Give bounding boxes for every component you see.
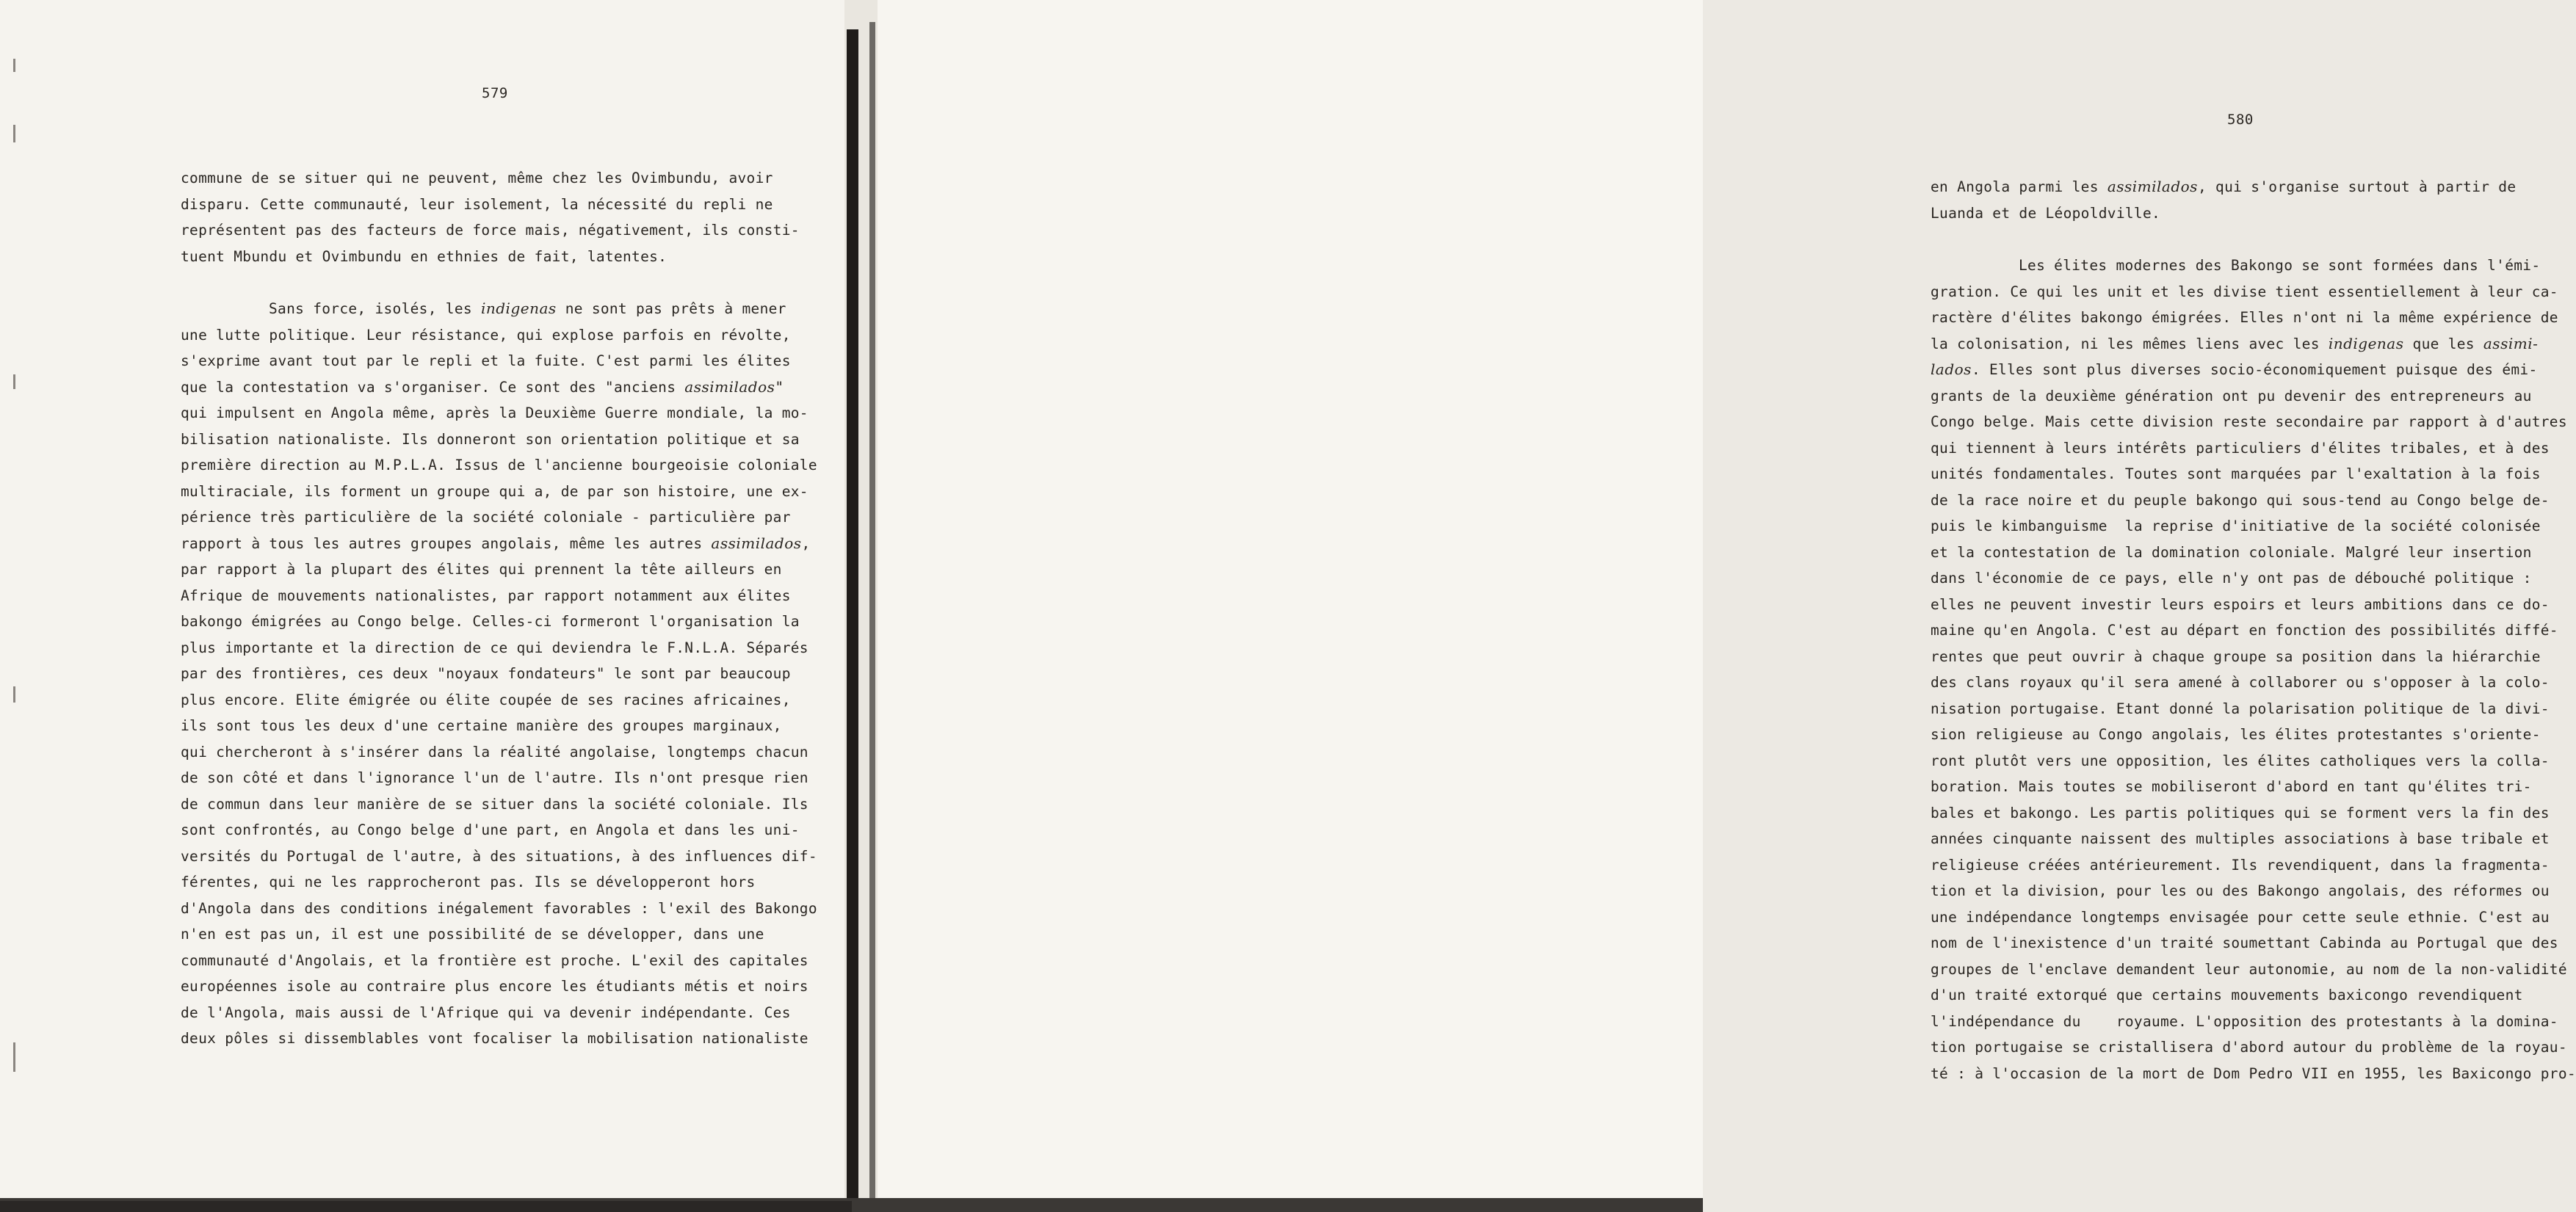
text-line: plus encore. Elite émigrée ou élite coupée de ses racines africaines,: [181, 691, 791, 708]
body-text: [181, 165, 817, 1052]
edge-mark: [13, 686, 15, 703]
text-line: groupes de l'enclave demandent leur autonomie, au nom de la non-validité: [1931, 960, 2567, 978]
edge-mark: [13, 374, 15, 389]
italic-term: indigenas: [480, 300, 557, 317]
edge-mark: [13, 1042, 15, 1072]
text-line: en Angola parmi les assimilados, qui s'organise surtout à partir de: [1931, 178, 2517, 195]
text-line: grants de la deuxième génération ont pu devenir des entrepreneurs au: [1931, 387, 2532, 404]
text-line: des clans royaux qu'il sera amené à collaborer ou s'opposer à la colo-: [1931, 674, 2550, 691]
text-line: première direction au M.P.L.A. Issus de l'ancienne bourgeoisie coloniale: [181, 457, 817, 473]
right-page: [878, 0, 2576, 1212]
italic-term: assimilados: [711, 534, 802, 552]
text-line: par rapport à la plupart des élites qui prennent la tête ailleurs en: [181, 561, 782, 578]
text-line: bales et bakongo. Les partis politiques qui se forment vers la fin des: [1931, 804, 2550, 821]
left-page: [0, 0, 844, 1212]
text-line: maine qu'en Angola. C'est au départ en fonction des possibilités diffé-: [1931, 622, 2558, 639]
text-line: deux pôles si dissemblables vont focaliser la mobilisation nationaliste: [181, 1030, 808, 1047]
text-line: té : à l'occasion de la mort de Dom Pedro VII en 1955, les Baxicongo pro-: [1931, 1064, 2576, 1082]
text-line: ront plutôt vers une opposition, les élites catholiques vers la colla-: [1931, 752, 2550, 769]
text-line: tion portugaise se cristallisera d'abord autour du problème de la royau-: [1931, 1039, 2567, 1056]
text-line: que la contestation va s'organiser. Ce sont des "anciens assimilados": [181, 377, 784, 396]
text-line: elles ne peuvent investir leurs espoirs et leurs ambitions dans ce do-: [1931, 595, 2550, 613]
text-line: s'exprime avant tout par le repli et la fuite. C'est parmi les élites: [181, 352, 791, 369]
text-line: nom de l'inexistence d'un traité soumettant Cabinda au Portugal que des: [1931, 935, 2558, 951]
italic-term: assimilados: [684, 377, 775, 396]
paragraph: [181, 165, 812, 269]
text-line: représentent pas des facteurs de force mais, négativement, ils consti-: [181, 222, 800, 239]
text-line: périence très particulière de la société coloniale - particulière par: [181, 509, 791, 526]
text-line: qui chercheront à s'insérer dans la réalité angolaise, longtemps chacun: [181, 743, 808, 761]
text-line: tion et la division, pour les ou des Bakongo angolais, des réformes ou: [1931, 882, 2550, 899]
edge-mark: [13, 59, 15, 72]
text-line: puis le kimbanguisme la reprise d'initiative de la société colonisée: [1931, 518, 2541, 534]
text-line: bakongo émigrées au Congo belge. Celles-ci formeront l'organisation la: [181, 613, 800, 630]
text-line: multiraciale, ils forment un groupe qui a, de par son histoire, une ex-: [181, 482, 808, 500]
text-line: sion religieuse au Congo angolais, les élites protestantes s'oriente-: [1931, 726, 2541, 743]
text-line: religieuse créées antérieurement. Ils revendiquent, dans la fragmenta-: [1931, 856, 2550, 874]
text-line: une lutte politique. Leur résistance, qui explose parfois en révolte,: [181, 326, 791, 344]
edge-mark: [13, 125, 15, 142]
text-line: ractère d'élites bakongo émigrées. Elles n'ont ni la même expérience de: [1931, 309, 2558, 326]
paragraph-gap: [181, 269, 812, 296]
text-line: Afrique de mouvements nationalistes, par rapport notamment aux élites: [181, 587, 791, 604]
text-line: commune de se situer qui ne peuvent, même chez les Ovimbundu, avoir: [181, 170, 773, 186]
book-spine: [847, 29, 858, 1212]
text-line: sont confrontés, au Congo belge d'une part, en Angola et dans les uni-: [181, 821, 800, 838]
scan-bottom-edge-left: [0, 1201, 852, 1212]
text-line: bilisation nationaliste. Ils donneront son orientation politique et sa: [181, 430, 800, 448]
italic-term: indigenas: [2328, 334, 2404, 352]
paragraph-gap: [1931, 226, 2562, 253]
text-line: et la contestation de la domination coloniale. Malgré leur insertion: [1931, 543, 2532, 561]
text-line: années cinquante naissent des multiples associations à base tribale et: [1931, 830, 2550, 847]
page-number: 580: [2227, 112, 2254, 128]
spine-shadow: [869, 22, 875, 1212]
text-line: européennes isole au contraire plus encore les étudiants métis et noirs: [181, 978, 808, 995]
text-line: d'un traité extorqué que certains mouvements baxicongo revendiquent: [1931, 987, 2523, 1004]
text-line: dans l'économie de ce pays, elle n'y ont pas de débouché politique :: [1931, 570, 2532, 587]
text-line: tuent Mbundu et Ovimbundu en ethnies de fait, latentes.: [181, 247, 667, 265]
text-line: gration. Ce qui les unit et les divise tient essentiellement à leur ca-: [1931, 283, 2558, 300]
text-line: d'Angola dans des conditions inégalement favorables : l'exil des Bakongo: [181, 899, 817, 917]
paragraph: [181, 296, 817, 1052]
text-line: rapport à tous les autres groupes angolais, même les autres assimilados,: [181, 534, 811, 552]
text-line: boration. Mais toutes se mobiliseront d'abord en tant qu'élites tri-: [1931, 778, 2532, 795]
text-line: n'en est pas un, il est une possibilité de se développer, dans une: [181, 926, 764, 943]
text-line: qui tiennent à leurs intérêts particuliers d'élites tribales, et à des: [1931, 439, 2550, 457]
body-text: [1931, 174, 2576, 1086]
text-line: nisation portugaise. Etant donné la polarisation politique de la divi-: [1931, 700, 2550, 717]
text-line: disparu. Cette communauté, leur isolement, la nécessité du repli ne: [181, 195, 773, 213]
text-line: l'indépendance du royaume. L'opposition des protestants à la domina-: [1931, 1012, 2558, 1030]
paragraph: [1931, 174, 2562, 226]
text-line: de la race noire et du peuple bakongo qui sous-tend au Congo belge de-: [1931, 491, 2550, 509]
text-line: plus importante et la direction de ce qui deviendra le F.N.L.A. Séparés: [181, 639, 808, 656]
text-line: la colonisation, ni les mêmes liens avec les indigenas que les assimi-: [1931, 334, 2539, 352]
italic-term: assimilados: [2107, 178, 2198, 195]
text-line: de l'Angola, mais aussi de l'Afrique qui va devenir indépendante. Ces: [181, 1004, 791, 1021]
text-line: ils sont tous les deux d'une certaine manière des groupes marginaux,: [181, 717, 782, 734]
text-line: Congo belge. Mais cette division reste secondaire par rapport à d'autres: [1931, 413, 2567, 430]
italic-term: lados: [1931, 360, 1972, 378]
text-line: de commun dans leur manière de se situer dans la société coloniale. Ils: [181, 795, 808, 813]
text-line: unités fondamentales. Toutes sont marquées par l'exaltation à la fois: [1931, 465, 2541, 482]
text-line: férentes, qui ne les rapprocheront pas. Ils se développeront hors: [181, 874, 756, 890]
text-line: de son côté et dans l'ignorance l'un de l'autre. Ils n'ont presque rien: [181, 769, 808, 786]
italic-term: assimi-: [2483, 334, 2539, 352]
text-line: Sans force, isolés, les indigenas ne sont pas prêts à mener: [269, 300, 786, 317]
page-number: 579: [482, 85, 508, 101]
text-line: Les élites modernes des Bakongo se sont formées dans l'émi-: [2019, 257, 2541, 274]
text-line: qui impulsent en Angola même, après la Deuxième Guerre mondiale, la mo-: [181, 404, 808, 421]
paragraph: [1931, 253, 2576, 1086]
text-line: Luanda et de Léopoldville.: [1931, 204, 2161, 222]
text-line: communauté d'Angolais, et la frontière est proche. L'exil des capitales: [181, 951, 808, 969]
text-line: versités du Portugal de l'autre, à des situations, à des influences dif-: [181, 847, 817, 865]
text-line: rentes que peut ouvrir à chaque groupe sa position dans la hiérarchie: [1931, 647, 2541, 665]
text-line: lados. Elles sont plus diverses socio-économiquement puisque des émi-: [1931, 360, 2538, 378]
text-line: une indépendance longtemps envisagée pour cette seule ethnie. C'est au: [1931, 908, 2550, 926]
text-line: par des frontières, ces deux "noyaux fondateurs" le sont par beaucoup: [181, 665, 791, 682]
